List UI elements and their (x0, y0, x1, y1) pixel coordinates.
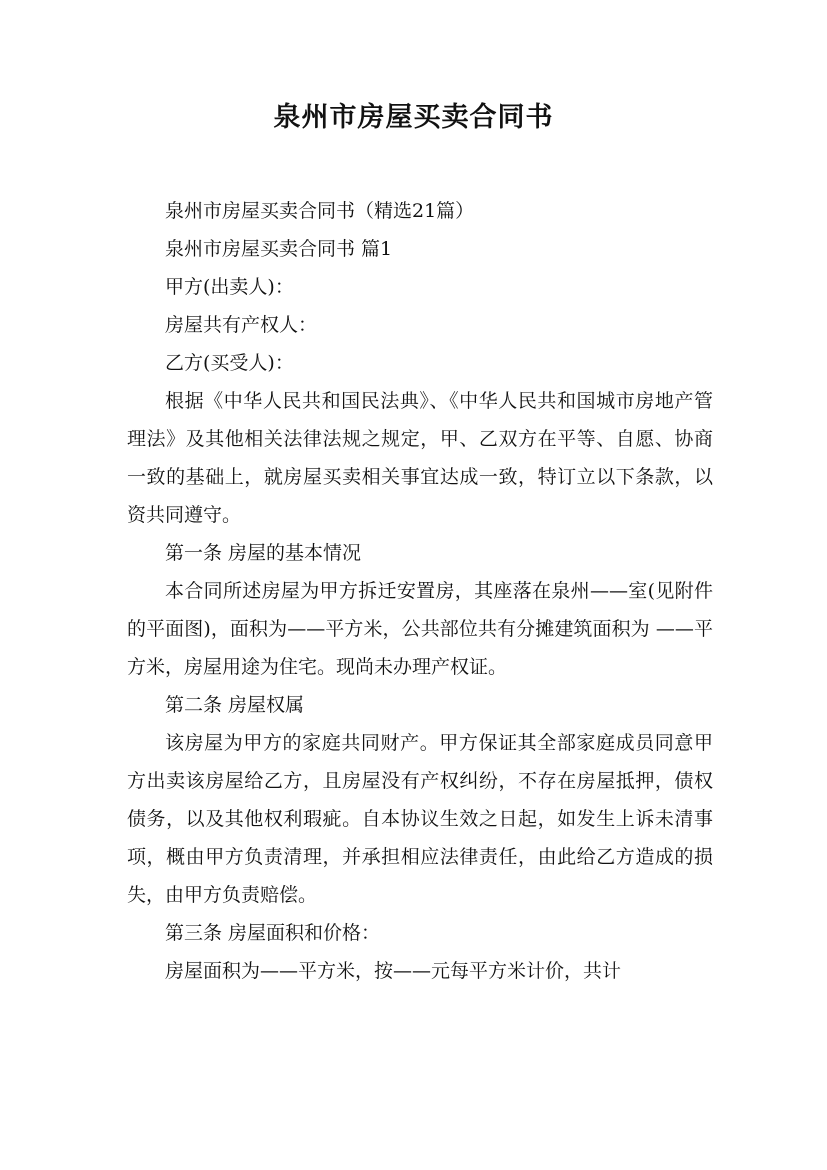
document-title: 泉州市房屋买卖合同书 (273, 102, 554, 133)
party-a-line: 甲方(出卖人)： (165, 276, 294, 298)
article-1-text: 本合同所述房屋为甲方拆迁安置房，其座落在泉州——室(见附件的平面图)，面积为——平方米，公共部位共有分摊建筑面积为 ——平方米，房屋用途为住宅。现尚未办理产权证。 (127, 580, 713, 678)
article-2-text: 该房屋为甲方的家庭共同财产。甲方保证其全部家庭成员同意甲方出卖该房屋给乙方，且房屋没有产权纠纷，不存在房屋抵押，债权债务，以及其他权利瑕疵。自本协议生效之日起，如发生上诉未清事项，概由甲方负责清理，并承担相应法律责任，由此给乙方造成的损失，由甲方负责赔偿。 (127, 732, 713, 906)
document-body (127, 192, 713, 990)
party-b-line: 乙方(买受人)： (165, 352, 294, 374)
article-3-heading: 第三条 房屋面积和价格： (165, 922, 381, 944)
preamble-paragraph: 根据《中华人民共和国民法典》、《中华人民共和国城市房地产管理法》及其他相关法律法规之规定，甲、乙双方在平等、自愿、协商一致的基础上，就房屋买卖相关事宜达成一致，特订立以下条款，以资共同遵守。 (127, 390, 713, 526)
co-owner-line: 房屋共有产权人： (165, 314, 318, 336)
subtitle-paragraph: 泉州市房屋买卖合同书（精选21篇） (165, 200, 475, 222)
article-1-heading: 第一条 房屋的基本情况 (165, 542, 362, 564)
article-3-text: 房屋面积为——平方米，按——元每平方米计价，共计 (165, 960, 622, 982)
article-2-heading: 第二条 房屋权属 (165, 694, 305, 716)
section-heading: 泉州市房屋买卖合同书 篇1 (165, 238, 393, 260)
